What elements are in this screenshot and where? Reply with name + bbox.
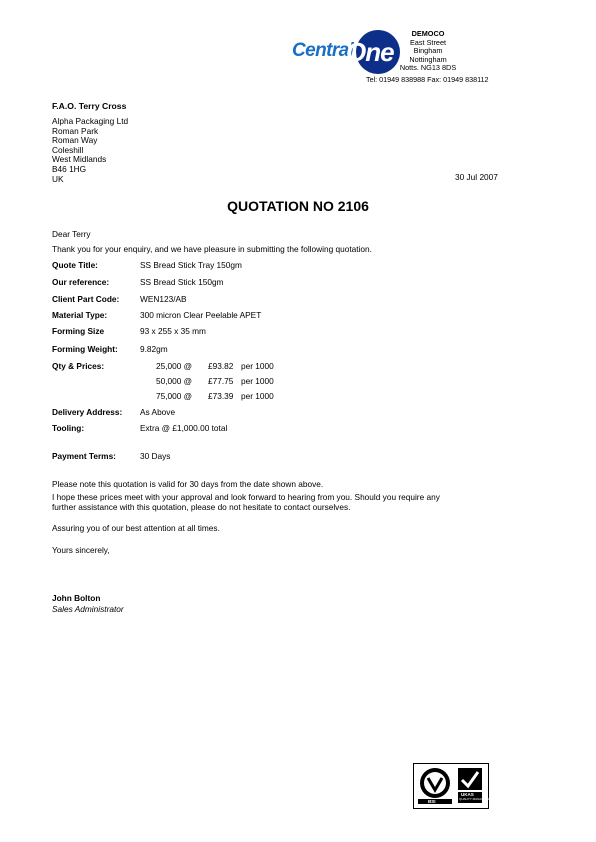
certification-marks	[413, 763, 495, 809]
forming-weight-value: 9.82gm	[140, 344, 168, 354]
qty-row-2-price: £77.75	[208, 376, 234, 386]
qty-row-3-price: £73.39	[208, 391, 234, 401]
company-tel-fax: Tel: 01949 838988 Fax: 01949 838112	[366, 75, 489, 84]
intro-text: Thank you for your enquiry, and we have pleasure in submitting the following quotation.	[52, 244, 372, 254]
qty-prices-label: Qty & Prices:	[52, 361, 105, 371]
document-title: QUOTATION NO 2106	[227, 198, 369, 214]
payment-terms-value: 30 Days	[140, 451, 171, 461]
assuring-note: Assuring you of our best attention at all times.	[52, 523, 220, 533]
closing-line: Yours sincerely,	[52, 545, 110, 555]
quote-title-label: Quote Title:	[52, 260, 98, 270]
delivery-address-label: Delivery Address:	[52, 407, 123, 417]
company-address-line: Nottingham	[409, 54, 447, 64]
qty-row-1-qty: 25,000 @	[156, 361, 193, 371]
company-name: DEMOCO	[411, 29, 445, 38]
validity-note: Please note this quotation is valid for 30 days from the date shown above.	[52, 479, 324, 489]
company-address	[396, 30, 460, 73]
material-type-value: 300 micron Clear Peelable APET	[140, 310, 262, 320]
qty-row-2-qty: 50,000 @	[156, 376, 193, 386]
forming-size-label: Forming Size	[52, 326, 105, 336]
forming-weight-label: Forming Weight:	[52, 344, 118, 354]
our-reference-label: Our reference:	[52, 277, 110, 287]
recipient-address-line: Roman Way	[52, 135, 98, 146]
qty-row-2-per: per 1000	[241, 376, 274, 386]
recipient-address-line: B46 1HG	[52, 163, 87, 174]
qty-row-1-per: per 1000	[241, 361, 274, 371]
salutation: Dear Terry	[52, 229, 91, 239]
payment-terms-label: Payment Terms:	[52, 451, 116, 461]
signatory-name: John Bolton	[52, 593, 101, 603]
recipient-address-line: UK	[52, 173, 64, 184]
recipient-address-line: West Midlands	[52, 154, 107, 165]
tooling-label: Tooling:	[52, 423, 85, 433]
qty-row-1-price: £93.82	[208, 361, 234, 371]
company-address-line: Bingham	[413, 46, 443, 56]
qty-row-3-qty: 75,000 @	[156, 391, 193, 401]
signatory-title: Sales Administrator	[52, 604, 124, 614]
qty-row-3-per: per 1000	[241, 391, 274, 401]
cert-left-text: BSI	[428, 799, 436, 804]
client-part-code-value: WEN123/AB	[140, 294, 187, 304]
material-type-label: Material Type:	[52, 310, 108, 320]
company-address-line: Notts. NG13 8DS	[399, 63, 457, 73]
tooling-value: Extra @ £1,000.00 total	[140, 423, 228, 433]
company-address-line: East Street	[409, 37, 447, 47]
logo-text-one: One	[346, 37, 394, 67]
logo-text-central: Central	[292, 40, 354, 61]
quote-title-value: SS Bread Stick Tray 150gm	[140, 260, 242, 270]
recipient-address-line: Alpha Packaging Ltd	[52, 116, 129, 126]
our-reference-value: SS Bread Stick 150gm	[140, 277, 224, 287]
recipient-address-line: Coleshill	[52, 144, 84, 155]
document-date: 30 Jul 2007	[455, 172, 498, 182]
recipient-address	[52, 117, 128, 184]
approval-line-1: I hope these prices meet with your approval and look forward to hearing from you. Should you require any	[52, 492, 440, 502]
recipient-address-line: Roman Park	[52, 125, 99, 136]
approval-line-2: further assistance with this quotation, please do not hesitate to contact ourselves.	[52, 502, 351, 512]
fao-line: F.A.O. Terry Cross	[52, 101, 127, 111]
client-part-code-label: Client Part Code:	[52, 294, 120, 304]
cert-right-text: UKAS	[461, 792, 474, 797]
forming-size-value: 93 x 255 x 35 mm	[140, 326, 206, 336]
cert-right-subtext: QUALITY MANAGEMENT	[459, 797, 495, 801]
delivery-address-value: As Above	[140, 407, 176, 417]
